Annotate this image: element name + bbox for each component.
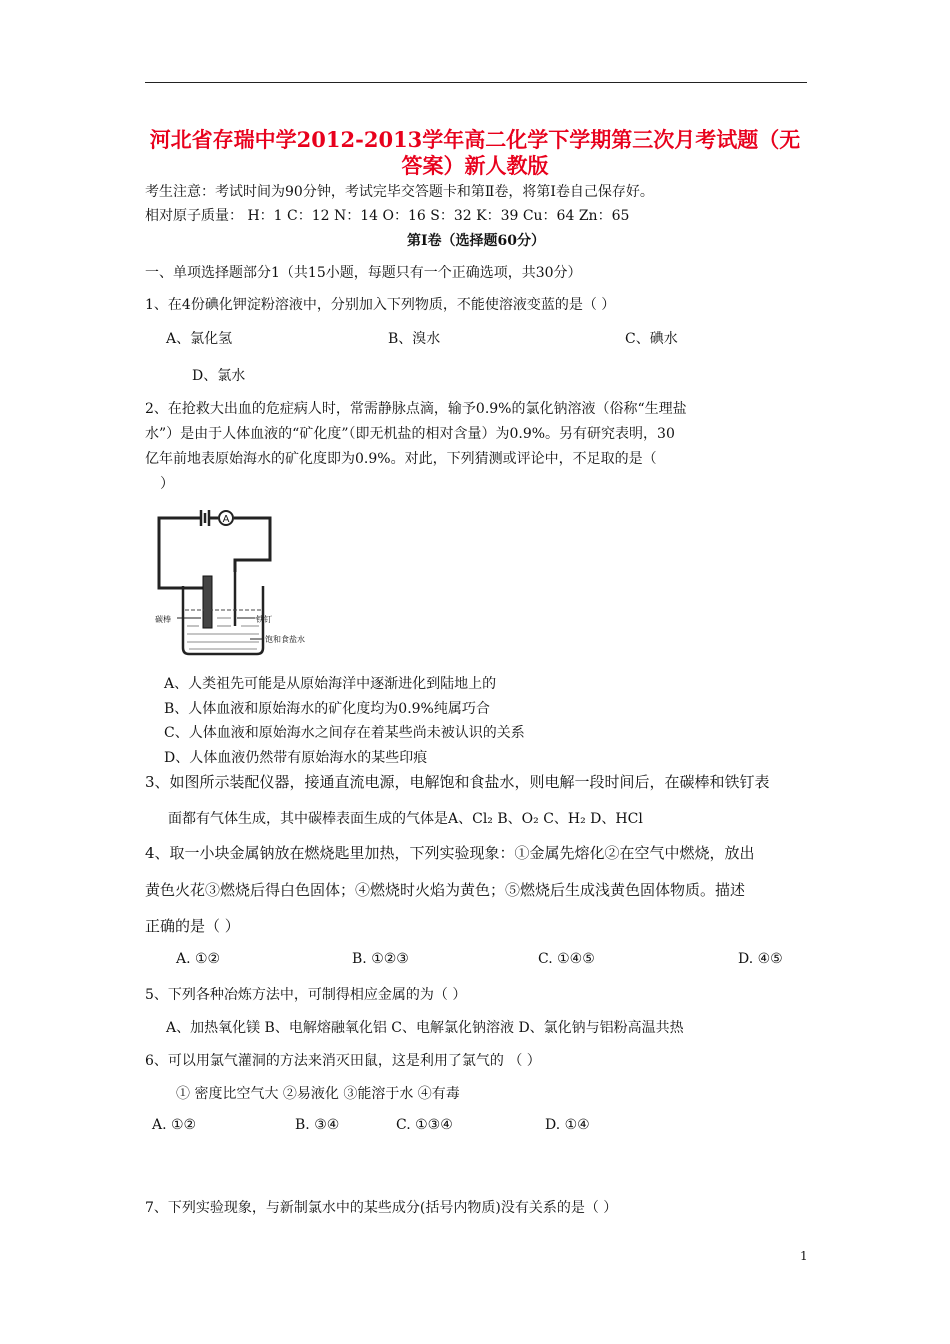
atomic-mass-line: 相对原子质量： H：1 C：12 N：14 O：16 S：32 K：39 Cu：64 Zn：65 (145, 208, 630, 224)
q2-stem-line3: 亿年前地表原始海水的矿化度即为0.9%。对此，下列猜测或评论中，不足取的是（ (145, 451, 657, 467)
q6-option-b: B. ③④ (295, 1117, 340, 1133)
label-carbon-rod: 碳棒 (155, 615, 171, 624)
q4-stem-line1: 4、取一小块金属钠放在燃烧匙里加热，下列实验现象：①金属先熔化②在空气中燃烧，放出 (145, 844, 755, 862)
q1-option-d: D、氯水 (192, 368, 246, 384)
q6-option-c: C. ①③④ (396, 1117, 453, 1133)
q1-stem: 1、在4份碘化钾淀粉溶液中，分别加入下列物质，不能使溶液变蓝的是（ ） (145, 297, 616, 313)
q2-stem-line1: 2、在抢救大出血的危症病人时，常需静脉点滴，输予0.9%的氯化钠溶液（俗称“生理盐 (145, 401, 687, 417)
q6-option-d: D. ①④ (545, 1117, 590, 1133)
q1-option-c: C、碘水 (625, 331, 678, 347)
battery-icon (201, 510, 209, 526)
part1-title: 第Ⅰ卷（选择题60分） (406, 233, 546, 249)
q6-properties: ① 密度比空气大 ②易液化 ③能溶于水 ④有毒 (176, 1086, 460, 1102)
q4-option-c: C. ①④⑤ (538, 951, 595, 967)
q4-stem-line2: 黄色火花③燃烧后得白色固体；④燃烧时火焰为黄色；⑤燃烧后生成浅黄色固体物质。描述 (145, 881, 746, 899)
document-title-line1: 河北省存瑞中学2012-2013学年高二化学下学期第三次月考试题（无 (149, 127, 801, 152)
page-number: 1 (800, 1249, 808, 1263)
q4-option-b: B. ①②③ (352, 951, 409, 967)
solution-hatching (187, 618, 259, 649)
q2-option-d: D、人体血液仍然带有原始海水的某些印痕 (164, 750, 428, 766)
q6-option-a: A. ①② (152, 1117, 197, 1133)
header-rule (145, 82, 807, 83)
label-iron-nail: 铁钉 (256, 615, 272, 624)
q5-options: A、加热氧化镁 B、电解熔融氧化铝 C、电解氯化钠溶液 D、氯化钠与铝粉高温共热 (166, 1020, 684, 1036)
q2-option-b: B、人体血液和原始海水的矿化度均为0.9%纯属巧合 (164, 701, 490, 717)
q7-stem: 7、下列实验现象，与新制氯水中的某些成分(括号内物质)没有关系的是（ ） (145, 1200, 618, 1216)
q2-stem-line4: ） (160, 476, 174, 492)
q2-option-c: C、人体血液和原始海水之间存在着某些尚未被认识的关系 (164, 725, 525, 741)
q1-option-b: B、溴水 (388, 331, 441, 347)
q4-stem-line3: 正确的是（ ） (145, 917, 240, 935)
carbon-rod (203, 576, 212, 628)
q4-option-d: D. ④⑤ (738, 951, 783, 967)
q5-stem: 5、下列各种冶炼方法中，可制得相应金属的为（ ） (145, 987, 467, 1003)
q3-stem-line1: 3、如图所示装配仪器，接通直流电源，电解饱和食盐水，则电解一段时间后，在碳棒和铁钉表 (145, 773, 770, 791)
label-saturated-brine: 饱和食盐水 (265, 635, 305, 644)
exam-notice: 考生注意：考试时间为90分钟，考试完毕交答题卡和第Ⅱ卷，将第Ⅰ卷自己保存好。 (145, 184, 654, 200)
q2-option-a: A、人类祖先可能是从原始海洋中逐渐进化到陆地上的 (164, 676, 497, 692)
q2-stem-line2: 水”）是由于人体血液的“矿化度”（即无机盐的相对含量）为0.9%。另有研究表明，30 (145, 426, 675, 442)
document-title-line2: 答案）新人教版 (401, 153, 549, 178)
ammeter-label: A (222, 514, 230, 525)
electrolysis-diagram (155, 508, 335, 658)
q3-stem-line2: 面都有气体生成，其中碳棒表面生成的气体是A、Cl₂ B、O₂ C、H₂ D、HCl (168, 811, 643, 827)
beaker (183, 586, 263, 654)
q1-option-a: A、氯化氢 (166, 331, 233, 347)
section1-heading: 一、单项选择题部分1（共15小题，每题只有一个正确选项，共30分） (145, 265, 582, 281)
q4-option-a: A. ①② (176, 951, 221, 967)
q6-stem: 6、可以用氯气灌洞的方法来消灭田鼠，这是利用了氯气的 （ ） (145, 1053, 541, 1069)
right-wire (234, 518, 270, 572)
